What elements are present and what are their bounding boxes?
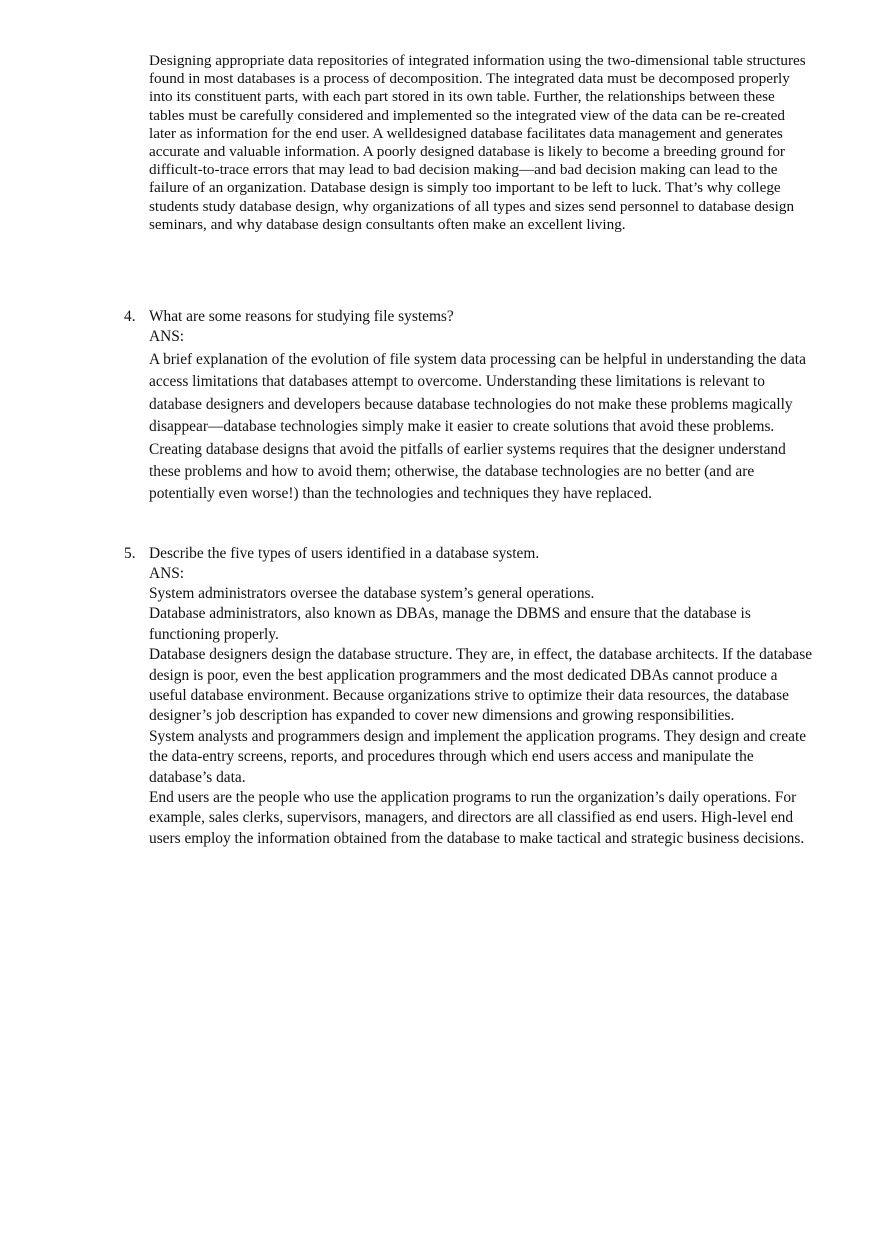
question-5: [124, 544, 814, 849]
answer-label: ANS:: [149, 328, 185, 345]
question-text: What are some reasons for studying file systems?: [149, 308, 454, 325]
answer-text: A brief explanation of the evolution of file system data processing can be helpful in understanding the data access limitations that databases attempt to overcome. Understanding these limitations is relevant to database designers and developers because database technologies do not make these problems magically disappear—database technologies simply make it easier to create solutions that avoid these problems. Creating database designs that avoid the pitfalls of earlier systems requires that the designer understand these problems and how to avoid them; otherwise, the database technologies are no better (and are potentially even worse!) than the technologies and techniques they have replaced.: [149, 351, 806, 503]
question-header: [124, 307, 814, 327]
answer-paragraph-database-administrators: Database administrators, also known as DBAs, manage the DBMS and ensure that the database is functioning properly.: [149, 605, 751, 643]
question-4: [124, 307, 814, 506]
intro-paragraph: Designing appropriate data repositories of integrated information using the two-dimensional table structures found in most databases is a process of decomposition. The integrated data must be decomposed properly into its constituent parts, with each part stored in its own table. Further, the relationships between these tables must be carefully considered and implemented so the integrated view of the data can be re-created later as information for the end user. A welldesigned database facilitates data management and generates accurate and valuable information. A poorly designed database is likely to become a breeding ground for difficult-to-trace errors that may lead to bad decision making—and bad decision making can lead to the failure of an organization. Database design is simply too important to be left to luck. That’s why college students study database design, why organizations of all types and sizes send personnel to database design seminars, and why database design consultants often make an excellent living.: [149, 52, 806, 233]
answer-block: [149, 564, 814, 849]
answer-paragraph-system-administrators: System administrators oversee the database system’s general operations.: [149, 585, 595, 602]
answer-block: [149, 327, 814, 506]
answer-label: ANS:: [149, 565, 185, 582]
answer-paragraph-system-analysts: System analysts and programmers design and implement the application programs. They design and create the data-entry screens, reports, and procedures through which end users access and manipulate the database’s data.: [149, 727, 807, 786]
question-number: 4.: [124, 308, 136, 325]
question-number: 5.: [124, 545, 136, 562]
question-header: [124, 544, 814, 564]
question-text: Describe the five types of users identified in a database system.: [149, 545, 540, 562]
answer-paragraph-end-users: End users are the people who use the application programs to run the organization’s daily operations. For example, sales clerks, supervisors, managers, and directors are all classified as end users. High-level end users employ the information obtained from the database to make tactical and strategic business decisions.: [149, 789, 805, 847]
answer-paragraph-database-designers: Database designers design the database structure. They are, in effect, the database architects. If the database design is poor, even the best application programmers and the most dedicated DBAs cannot produce a useful database environment. Because organizations strive to optimize their data resources, the database designer’s job description has expanded to cover new dimensions and growing responsibilities.: [149, 646, 813, 725]
